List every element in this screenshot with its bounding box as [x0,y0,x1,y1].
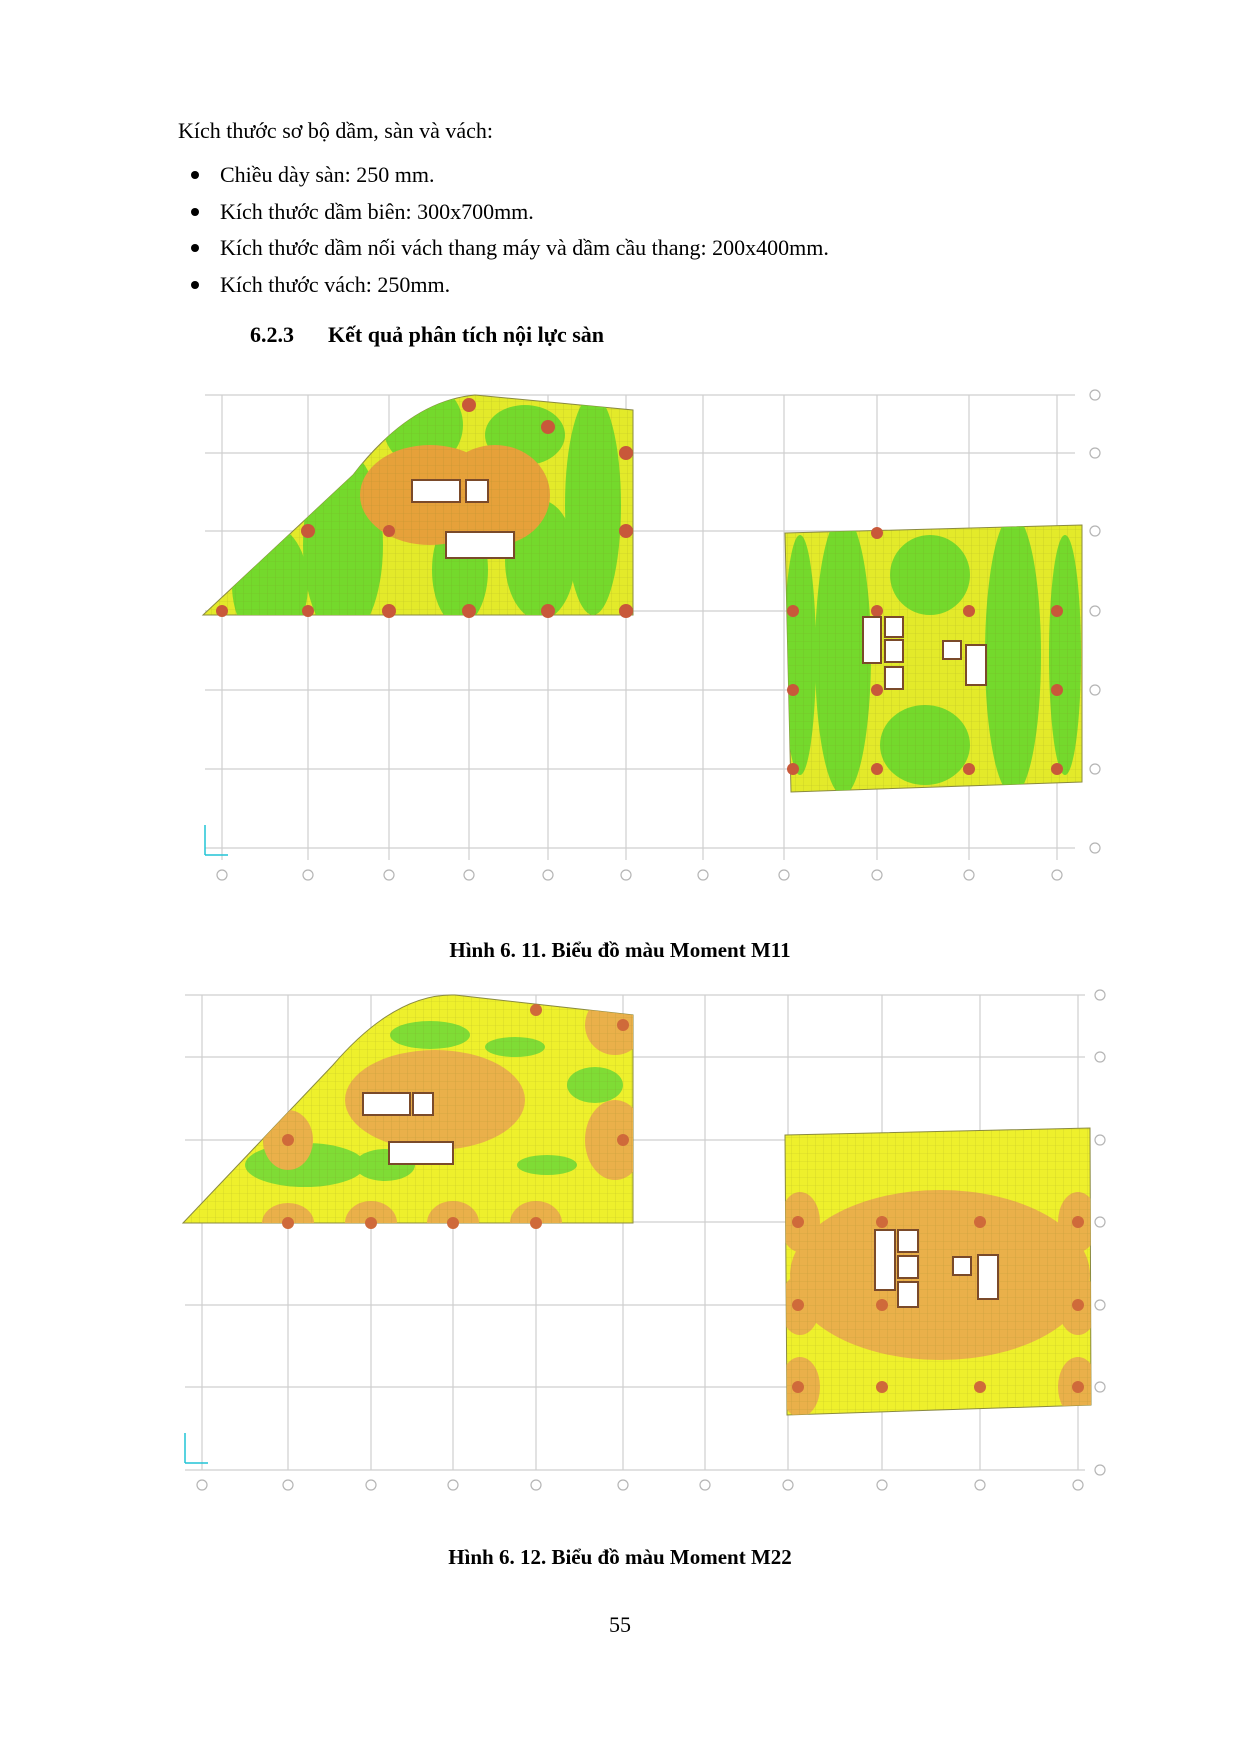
list-item: Kích thước dầm biên: 300x700mm. [220,197,829,234]
slab-right-contour [775,1120,1105,1425]
list-item: Kích thước dầm nối vách thang máy và dầm cầu thang: 200x400mm. [220,233,829,270]
figure-moment-m11 [195,385,1115,895]
slab-right-contour [775,515,1095,805]
intro-text: Kích thước sơ bộ dầm, sàn và vách: [178,118,494,143]
dimension-list [220,160,829,306]
bullet-icon [191,208,199,216]
figure-caption: Hình 6. 11. Biểu đồ màu Moment M11 [449,938,791,962]
list-item: Kích thước vách: 250mm. [220,270,829,307]
axis-icon [185,1433,208,1463]
slab-left-contour [175,985,645,1245]
figure-moment-m22 [175,985,1125,1505]
bullet-icon [191,281,199,289]
section-heading [250,322,604,348]
section-number: 6.2.3 [250,322,294,347]
slab-left-contour [195,385,645,645]
list-item: Chiều dày sàn: 250 mm. [220,160,829,197]
bullet-icon [191,171,199,179]
figure-caption: Hình 6. 12. Biểu đồ màu Moment M22 [448,1545,792,1569]
axis-icon [205,825,228,855]
section-title: Kết quả phân tích nội lực sàn [328,322,605,347]
page-number: 55 [609,1612,631,1637]
bullet-icon [191,244,199,252]
